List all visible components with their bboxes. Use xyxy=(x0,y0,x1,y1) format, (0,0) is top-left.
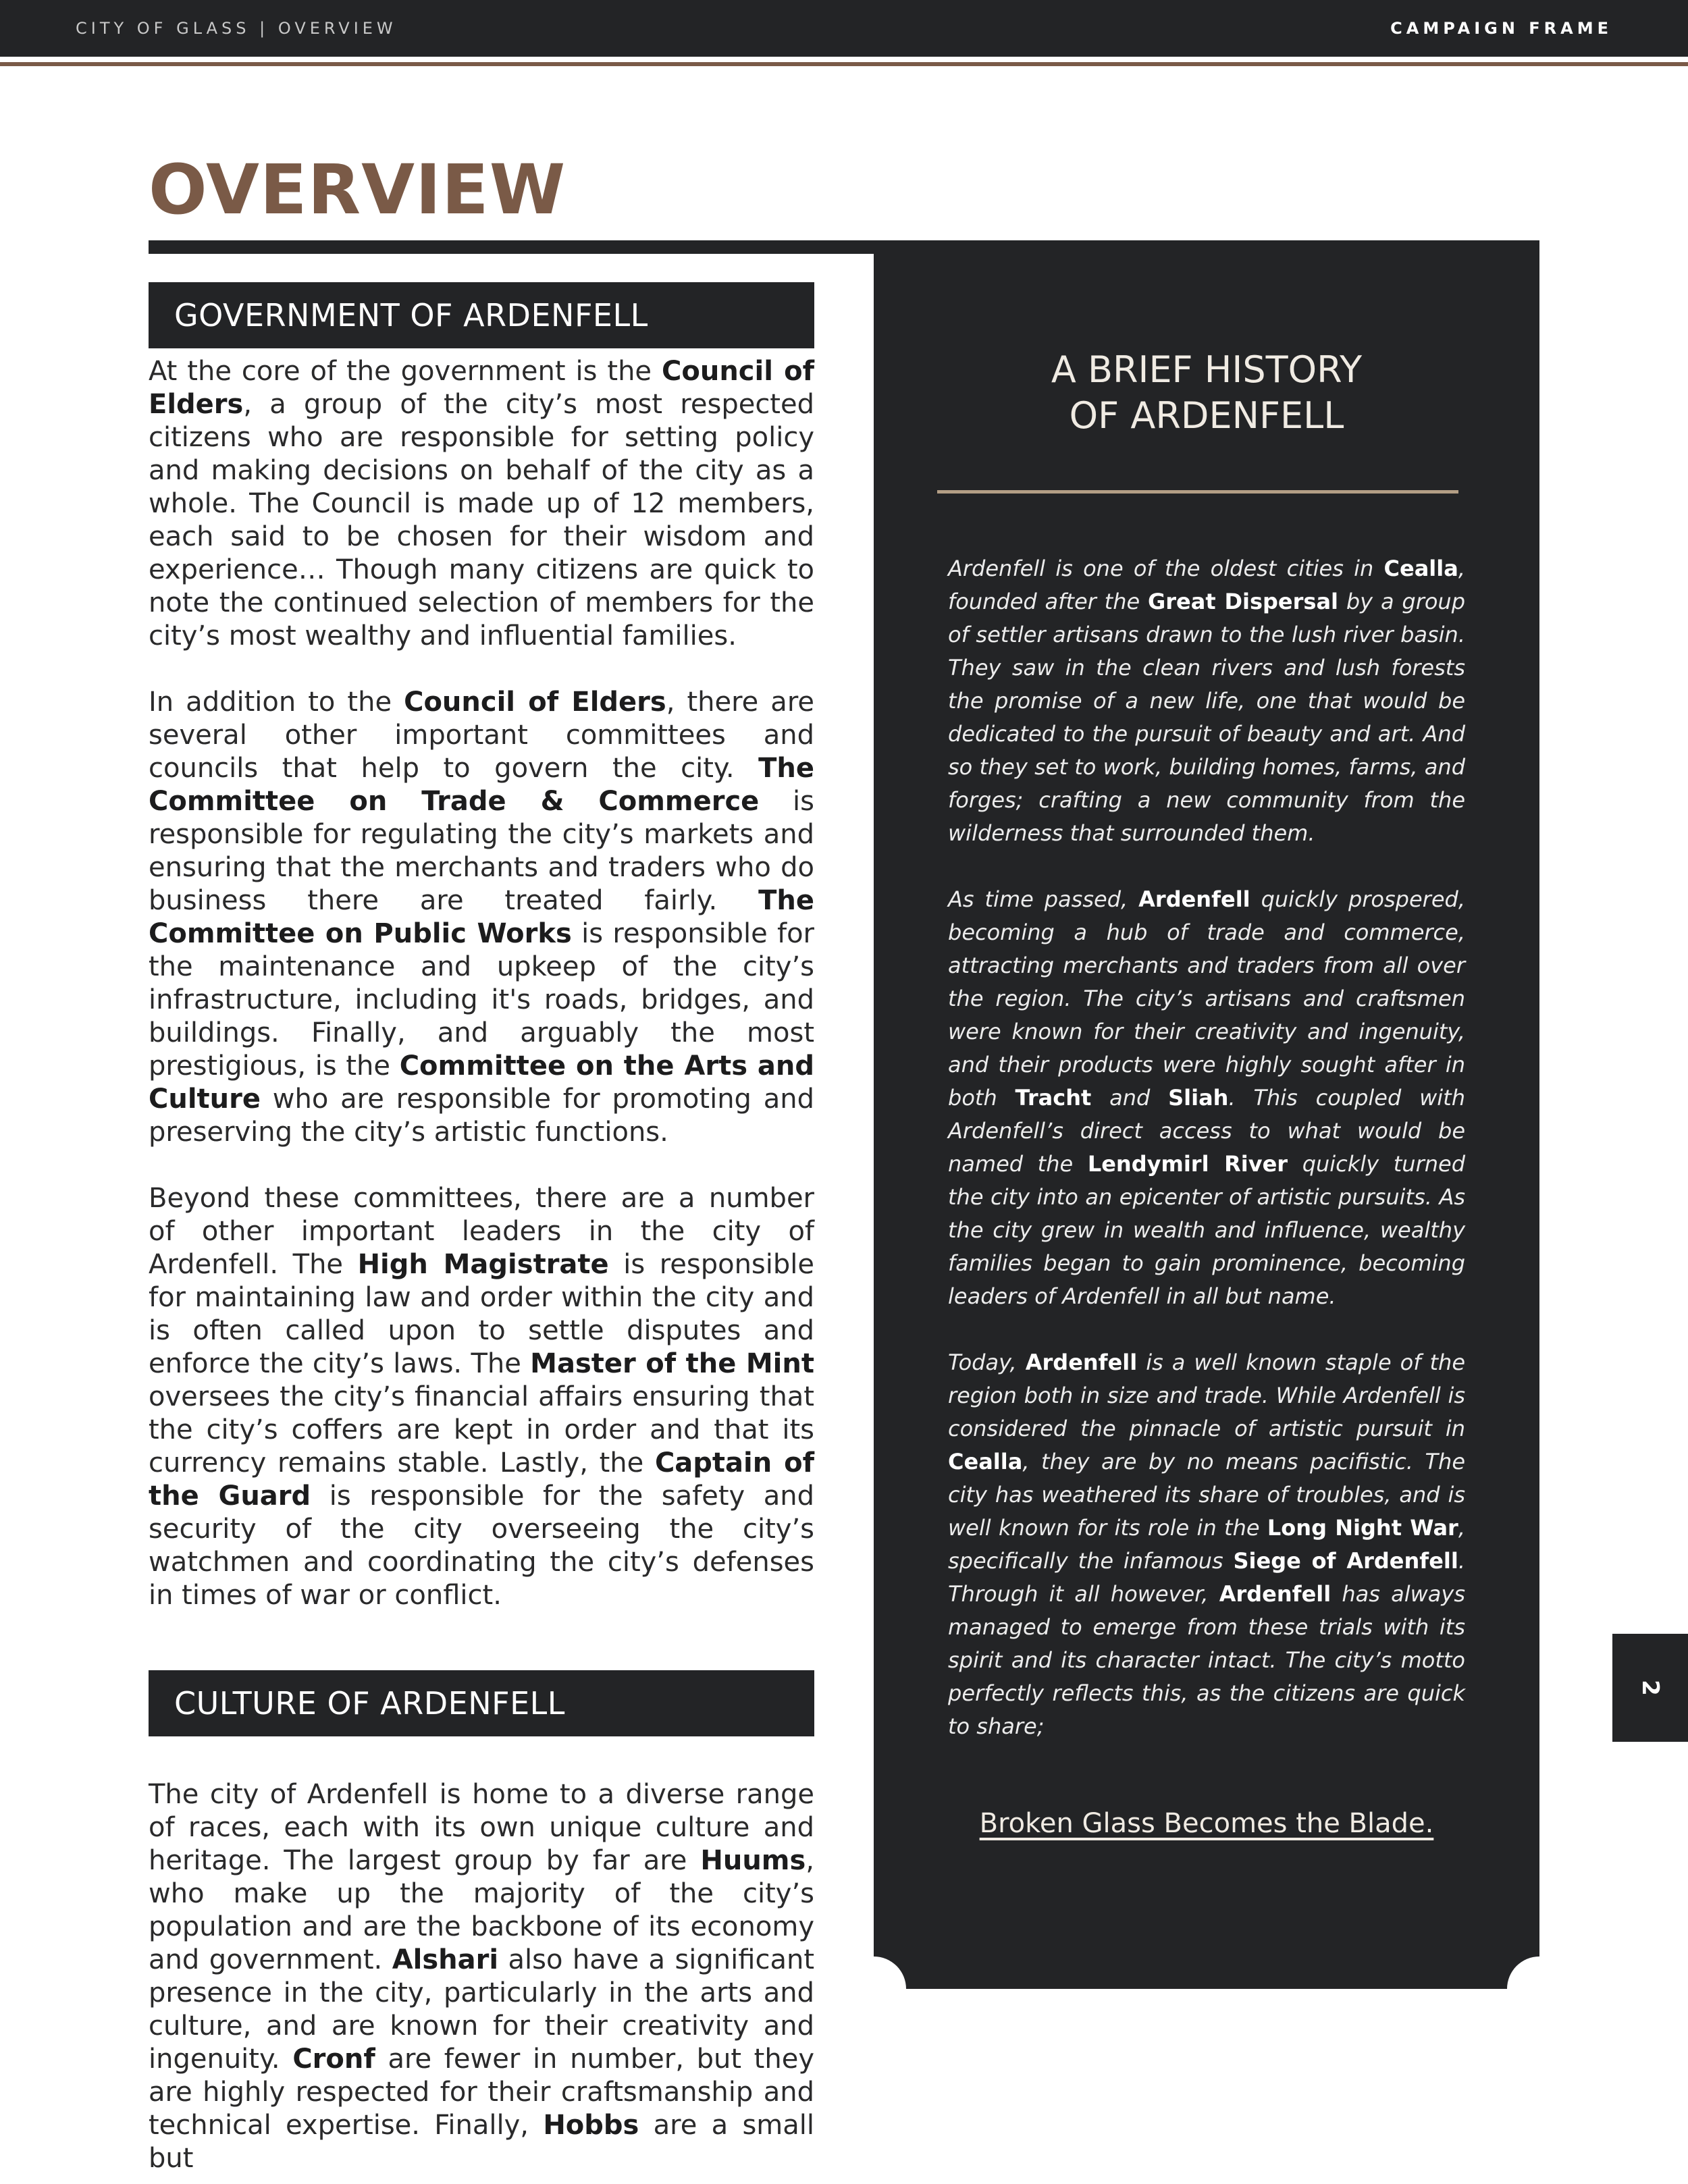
bold-term: Cealla xyxy=(948,1449,1023,1474)
bold-term: Cealla xyxy=(1383,556,1458,581)
city-motto: Broken Glass Becomes the Blade. xyxy=(979,1808,1434,1839)
culture-heading: CULTURE OF ARDENFELL xyxy=(149,1670,814,1736)
bold-term: Alshari xyxy=(392,1944,499,1975)
page-number: 2 xyxy=(1636,1680,1664,1696)
page-title: OVERVIEW xyxy=(149,150,566,230)
bold-term: Hobbs xyxy=(543,2110,639,2141)
history-sidebar xyxy=(874,254,1539,1989)
page-number-tab xyxy=(1612,1634,1688,1742)
bold-term: Sliah xyxy=(1168,1085,1229,1111)
header-divider xyxy=(0,62,1688,66)
bold-term: Master of the Mint xyxy=(530,1348,814,1379)
bold-term: Ardenfell xyxy=(1219,1581,1331,1607)
bold-term: The Committee on Public Works xyxy=(149,885,814,949)
culture-paragraph: The city of Ardenfell is home to a diverse range of races, each with its own unique culture and heritage. The largest group by far are Huums, who make up the majority of the city’s population and are the backbone of its economy and government. Alshari also have a significant presence in the city, particularly in the arts and culture, and are known for their creativity and ingenuity. Cronf are fewer in number, but they are highly respected for their craftsmanship and technical expertise. Finally, Hobbs are a small but xyxy=(149,1779,814,2174)
government-paragraph: Beyond these committees, there are a number of other important leaders in the city of Ardenfell. The High Magistrate is responsible for maintaining law and order within the city and is often called upon to settle disputes and enforce the city’s laws. The Master of the Mint oversees the city’s financial affairs ensuring that the city’s coffers are kept in order and that its currency remains stable. Lastly, the Captain of the Guard is responsible for the safety and security of the city overseeing the city’s watchmen and coordinating the city’s defenses in times of war or conflict. xyxy=(149,1183,815,1611)
header-section-label: CAMPAIGN FRAME xyxy=(1390,19,1612,38)
main-column xyxy=(149,254,814,2175)
government-paragraph: At the core of the government is the Council of Elders, a group of the city’s most respected citizens who are responsible for setting policy and making decisions on behalf of the city as a whole. The Council is made up of 12 members, each said to be chosen for their wisdom and experience… Though many citizens are quick to note the continued selection of members for the city’s most wealthy and influential families. xyxy=(149,356,814,651)
bold-term: Great Dispersal xyxy=(1148,589,1339,614)
bold-term: Cronf xyxy=(292,2044,375,2075)
sidebar-title-line: OF ARDENFELL xyxy=(1069,394,1344,437)
corner-notch xyxy=(874,1956,906,1989)
bold-term: Huums xyxy=(700,1845,806,1876)
bold-term: The Committee on Trade & Commerce xyxy=(149,753,814,817)
page-header xyxy=(0,0,1688,57)
bold-term: Committee on the Arts and Culture xyxy=(149,1050,814,1115)
title-divider xyxy=(149,240,1539,254)
sidebar-title xyxy=(874,347,1539,439)
sidebar-title-line: A BRIEF HISTORY xyxy=(1051,348,1363,391)
sidebar-body xyxy=(948,552,1465,1743)
bold-term: Captain of the Guard xyxy=(149,1447,815,1512)
bold-term: Ardenfell xyxy=(1025,1350,1138,1375)
header-breadcrumb: CITY OF GLASS | OVERVIEW xyxy=(76,19,397,38)
bold-term: High Magistrate xyxy=(357,1249,609,1280)
bold-term: Ardenfell xyxy=(1138,886,1250,912)
bold-term: Long Night War xyxy=(1267,1515,1458,1541)
bold-term: Siege of Ardenfell xyxy=(1233,1548,1458,1574)
sidebar-paragraph: As time passed, Ardenfell quickly prospered, becoming a hub of trade and commerce, attracting merchants and traders from all over the region. The city’s artisans and craftsmen were known for their creativity and ingenuity, and their products were highly sought after in both Tracht and Sliah. This coupled with Ardenfell’s direct access to what would be named the Lendymirl River quickly turned the city into an epicenter of artistic pursuits. As the city grew in wealth and influence, wealthy families began to gain prominence, becoming leaders of Ardenfell in all but name. xyxy=(948,886,1466,1309)
sidebar-paragraph: Ardenfell is one of the oldest cities in Cealla, founded after the Great Dispersal by a group of settler artisans drawn to the lush river basin. They saw in the clean rivers and lush forests the promise of a new life, one that would be dedicated to the pursuit of beauty and art. And so they set to work, building homes, farms, and forges; crafting a new community from the wilderness that surrounded them. xyxy=(948,556,1466,846)
corner-notch xyxy=(1507,1956,1539,1989)
bold-term: Lendymirl River xyxy=(1087,1151,1288,1177)
bold-term: Tracht xyxy=(1015,1085,1092,1111)
sidebar-divider xyxy=(937,490,1458,494)
bold-term: Council of Elders xyxy=(149,356,814,420)
government-paragraph: In addition to the Council of Elders, there are several other important committees and councils that help to govern the city. The Committee on Trade & Commerce is responsible for regulating the city’s markets and ensuring that the merchants and traders who do business there are treated fairly. The Committee on Public Works is responsible for the maintenance and upkeep of the city’s infrastructure, including it's roads, bridges, and buildings. Finally, and arguably the most prestigious, is the Committee on the Arts and Culture who are responsible for promoting and preserving the city’s artistic functions. xyxy=(149,687,815,1148)
government-heading: GOVERNMENT OF ARDENFELL xyxy=(149,282,814,348)
sidebar-paragraph: Today, Ardenfell is a well known staple of the region both in size and trade. While Ardenfell is considered the pinnacle of artistic pursuit in Cealla, they are by no means pacifistic. The city has weathered its share of troubles, and is well known for its role in the Long Night War, specifically the infamous Siege of Ardenfell. Through it all however, Ardenfell has always managed to emerge from these trials with its spirit and its character intact. The city’s motto perfectly reflects this, as the citizens are quick to share; xyxy=(948,1350,1466,1739)
bold-term: Council of Elders xyxy=(404,687,666,718)
